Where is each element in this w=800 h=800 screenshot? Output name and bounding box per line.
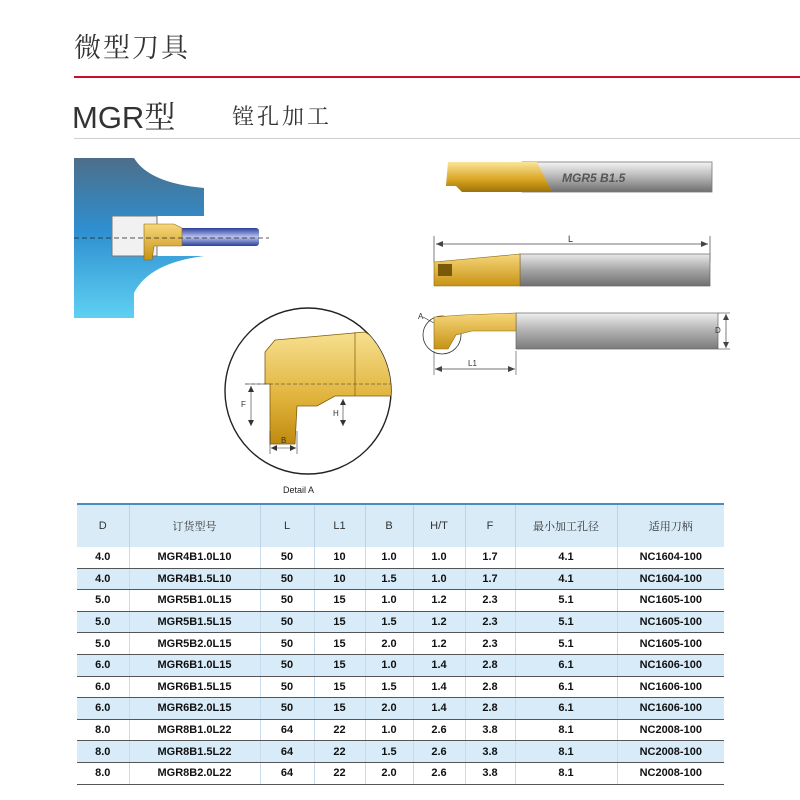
cell-holder: NC1605-100	[617, 633, 724, 655]
cell-ht: 1.4	[413, 654, 465, 676]
cell-d: 6.0	[77, 698, 129, 720]
cell-min-bore: 8.1	[515, 762, 617, 784]
cell-b: 2.0	[365, 633, 413, 655]
title-divider	[74, 76, 800, 78]
cell-order-no: MGR5B1.0L15	[129, 590, 260, 612]
col-header-b: B	[365, 505, 413, 547]
table-row	[77, 590, 724, 612]
tool-photo	[442, 160, 714, 200]
cell-b: 2.0	[365, 762, 413, 784]
cell-l: 50	[260, 654, 314, 676]
cell-order-no: MGR6B1.0L15	[129, 654, 260, 676]
detail-marker-A: A	[418, 312, 424, 321]
cell-ht: 1.4	[413, 676, 465, 698]
table-row	[77, 568, 724, 590]
table-row	[77, 719, 724, 741]
cell-order-no: MGR6B1.5L15	[129, 676, 260, 698]
col-header-d: D	[77, 505, 129, 547]
detail-caption: Detail A	[283, 485, 315, 495]
cell-l1: 22	[314, 762, 365, 784]
cell-l1: 10	[314, 568, 365, 590]
cell-order-no: MGR5B1.5L15	[129, 611, 260, 633]
cell-d: 5.0	[77, 590, 129, 612]
cell-l1: 15	[314, 590, 365, 612]
cell-l1: 15	[314, 633, 365, 655]
cell-holder: NC1606-100	[617, 698, 724, 720]
dimension-label-F: F	[241, 400, 246, 409]
cell-d: 4.0	[77, 547, 129, 568]
cell-d: 5.0	[77, 633, 129, 655]
cell-min-bore: 5.1	[515, 611, 617, 633]
cell-l: 50	[260, 633, 314, 655]
cell-f: 2.8	[465, 654, 515, 676]
cell-b: 1.0	[365, 719, 413, 741]
page-title: 微型刀具	[74, 33, 190, 64]
cell-l: 50	[260, 547, 314, 568]
cell-min-bore: 4.1	[515, 547, 617, 568]
cell-ht: 2.6	[413, 741, 465, 763]
dimension-label-L: L	[568, 234, 574, 244]
model-title: MGR型	[72, 100, 176, 135]
cell-d: 8.0	[77, 762, 129, 784]
cell-holder: NC1606-100	[617, 676, 724, 698]
cell-b: 2.0	[365, 698, 413, 720]
cell-l1: 22	[314, 719, 365, 741]
boring-illustration	[74, 158, 274, 318]
cell-order-no: MGR8B1.5L22	[129, 741, 260, 763]
detail-a-view	[205, 306, 420, 501]
cell-l1: 15	[314, 611, 365, 633]
cell-d: 6.0	[77, 654, 129, 676]
spec-table	[77, 505, 724, 785]
cell-l: 50	[260, 590, 314, 612]
dimension-label-L1: L1	[468, 359, 477, 368]
cell-d: 4.0	[77, 568, 129, 590]
cell-f: 3.8	[465, 741, 515, 763]
cell-order-no: MGR5B2.0L15	[129, 633, 260, 655]
cell-min-bore: 8.1	[515, 719, 617, 741]
cell-ht: 1.2	[413, 590, 465, 612]
cell-f: 2.8	[465, 676, 515, 698]
cell-min-bore: 8.1	[515, 741, 617, 763]
table-row	[77, 547, 724, 568]
cell-ht: 2.6	[413, 719, 465, 741]
cell-f: 1.7	[465, 568, 515, 590]
tool-top-view	[412, 305, 742, 380]
col-header-order-no: 订货型号	[129, 505, 260, 547]
col-header-ht: H/T	[413, 505, 465, 547]
cell-b: 1.5	[365, 568, 413, 590]
cell-min-bore: 6.1	[515, 698, 617, 720]
cell-l1: 15	[314, 698, 365, 720]
table-row	[77, 676, 724, 698]
dimension-label-H: H	[333, 409, 339, 418]
cell-ht: 2.6	[413, 762, 465, 784]
cell-min-bore: 5.1	[515, 590, 617, 612]
cell-holder: NC2008-100	[617, 741, 724, 763]
cell-b: 1.0	[365, 547, 413, 568]
cell-b: 1.5	[365, 676, 413, 698]
cell-order-no: MGR8B2.0L22	[129, 762, 260, 784]
cell-holder: NC1604-100	[617, 547, 724, 568]
cell-holder: NC1605-100	[617, 590, 724, 612]
cell-d: 6.0	[77, 676, 129, 698]
col-header-min-bore: 最小加工孔径	[515, 505, 617, 547]
table-row	[77, 654, 724, 676]
cell-ht: 1.2	[413, 611, 465, 633]
cell-min-bore: 4.1	[515, 568, 617, 590]
cell-f: 3.8	[465, 719, 515, 741]
tool-marking: MGR5 B1.5	[562, 171, 626, 185]
cell-d: 8.0	[77, 741, 129, 763]
col-header-l: L	[260, 505, 314, 547]
cell-b: 1.0	[365, 590, 413, 612]
table-row	[77, 741, 724, 763]
dimension-label-B: B	[281, 436, 287, 445]
cell-l1: 15	[314, 654, 365, 676]
cell-l1: 10	[314, 547, 365, 568]
cell-l: 64	[260, 741, 314, 763]
cell-holder: NC1604-100	[617, 568, 724, 590]
table-row	[77, 698, 724, 720]
cell-order-no: MGR8B1.0L22	[129, 719, 260, 741]
cell-l: 64	[260, 762, 314, 784]
cell-d: 8.0	[77, 719, 129, 741]
cell-min-bore: 6.1	[515, 654, 617, 676]
cell-l1: 15	[314, 676, 365, 698]
cell-f: 1.7	[465, 547, 515, 568]
tool-side-view	[430, 232, 720, 292]
cell-f: 2.3	[465, 590, 515, 612]
cell-order-no: MGR4B1.0L10	[129, 547, 260, 568]
process-title: 镗孔加工	[232, 105, 333, 130]
col-header-holder: 适用刀柄	[617, 505, 724, 547]
cell-f: 2.3	[465, 633, 515, 655]
cell-holder: NC1605-100	[617, 611, 724, 633]
table-row	[77, 611, 724, 633]
table-row	[77, 633, 724, 655]
cell-f: 2.8	[465, 698, 515, 720]
cell-l: 50	[260, 676, 314, 698]
cell-ht: 1.0	[413, 547, 465, 568]
table-row	[77, 762, 724, 784]
dimension-label-D: D	[715, 326, 721, 335]
cell-order-no: MGR6B2.0L15	[129, 698, 260, 720]
cell-holder: NC1606-100	[617, 654, 724, 676]
cell-min-bore: 6.1	[515, 676, 617, 698]
col-header-f: F	[465, 505, 515, 547]
cell-l: 64	[260, 719, 314, 741]
cell-l: 50	[260, 568, 314, 590]
cell-ht: 1.2	[413, 633, 465, 655]
cell-f: 2.3	[465, 611, 515, 633]
cell-b: 1.5	[365, 741, 413, 763]
cell-l: 50	[260, 611, 314, 633]
section-divider	[74, 138, 800, 139]
cell-l1: 22	[314, 741, 365, 763]
cell-b: 1.5	[365, 611, 413, 633]
cell-holder: NC2008-100	[617, 719, 724, 741]
cell-l: 50	[260, 698, 314, 720]
cell-f: 3.8	[465, 762, 515, 784]
cell-order-no: MGR4B1.5L10	[129, 568, 260, 590]
cell-min-bore: 5.1	[515, 633, 617, 655]
table-header-row	[77, 505, 724, 547]
cell-d: 5.0	[77, 611, 129, 633]
cell-ht: 1.4	[413, 698, 465, 720]
cell-holder: NC2008-100	[617, 762, 724, 784]
cell-ht: 1.0	[413, 568, 465, 590]
col-header-l1: L1	[314, 505, 365, 547]
cell-b: 1.0	[365, 654, 413, 676]
